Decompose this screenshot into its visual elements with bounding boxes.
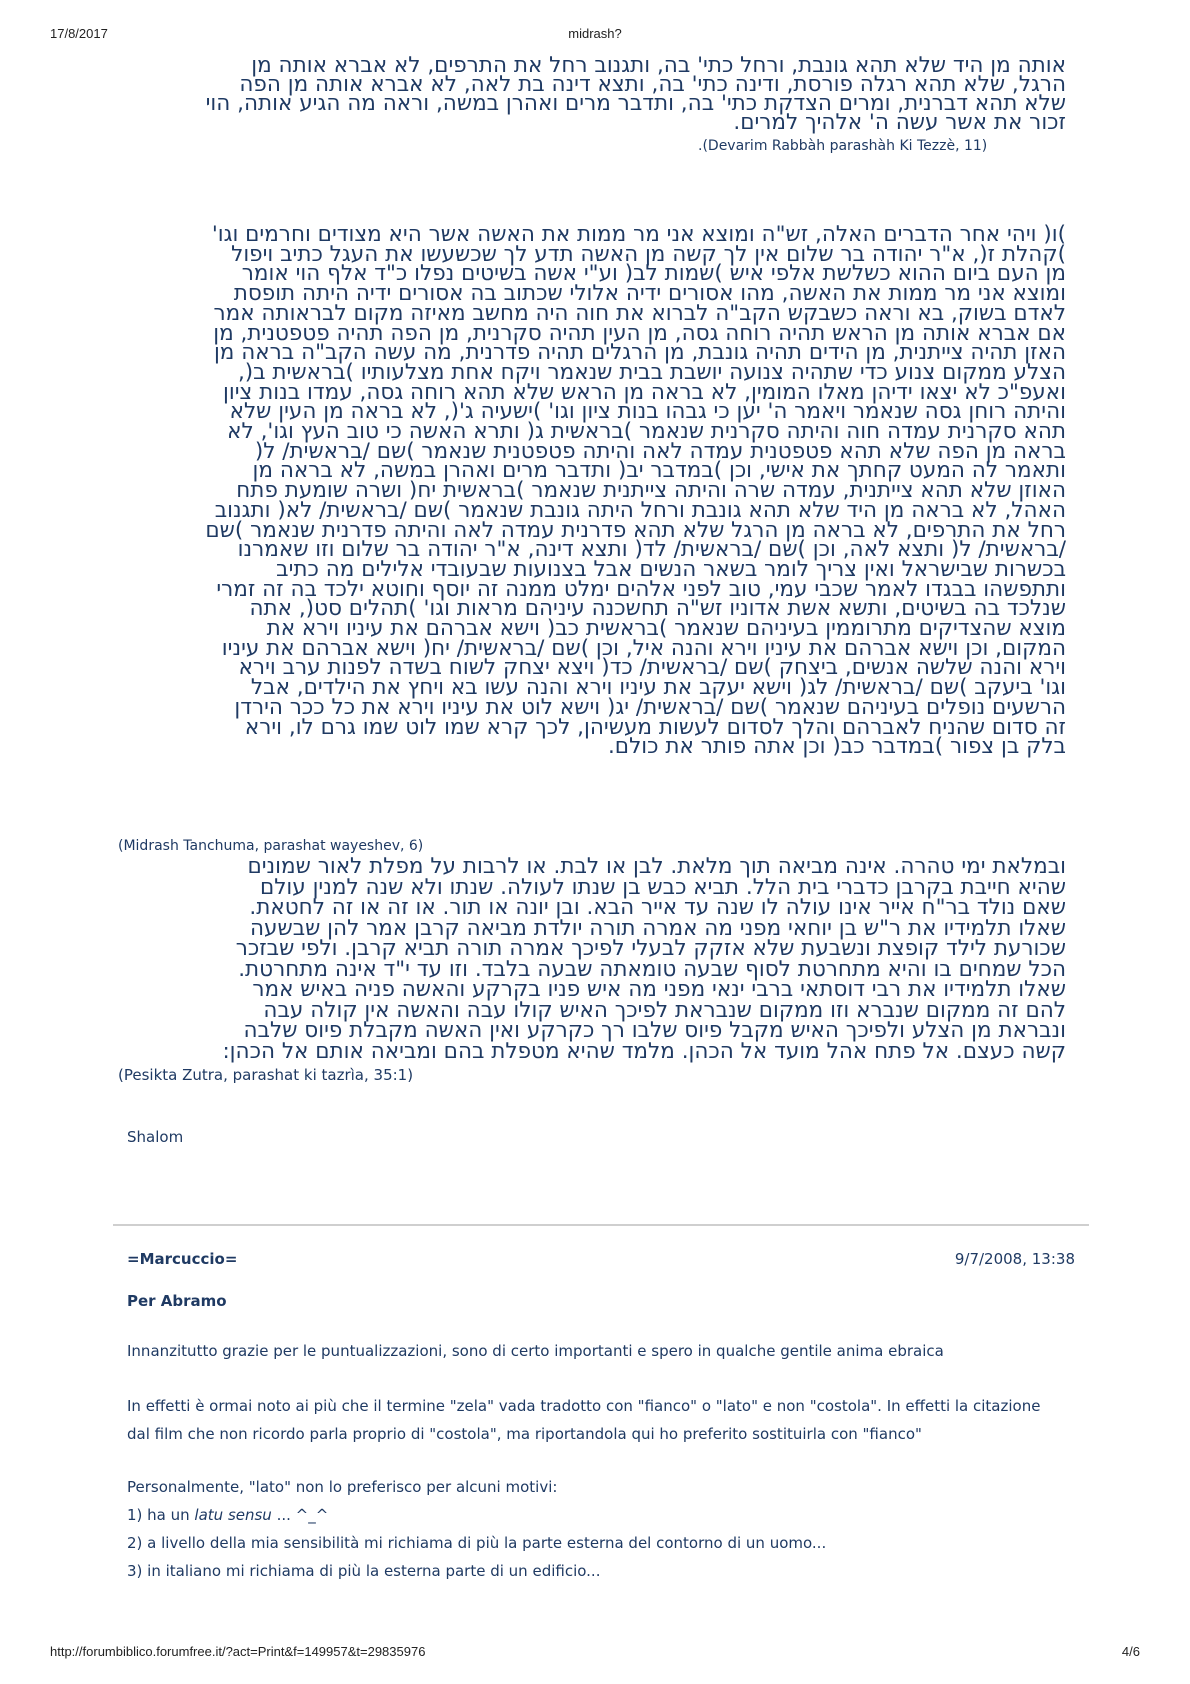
hebrew-line: בלק בן צפור )במדבר כב( וכן אתה פותר את כולם. <box>607 734 1066 760</box>
hebrew-line: הרשעים נופלים בעיניהם שנאמר )שם /בראשית/ יג( וישא לוט את עיניו וירא את כל ככר הירדן <box>234 694 1066 720</box>
hebrew-line: מוצא שהצדיקים מתרוממין בעיניהם שנאמר )בראשית כב( וישא אברהם את עיניו וירא את <box>266 616 1066 642</box>
post-paragraph: In effetti è ormai noto ai più che il termine "zela" vada tradotto con "fianco" o "lato" e non "costola". In effetti la citazione dal film che non ricordo parla proprio di "costola", ma riportandola qui ho preferito sostituirla con "fianco" <box>127 1397 1041 1443</box>
hebrew-line: /בראשית/ ל( ותצא לאה, וכן )שם /בראשית/ לד( ותצא דינה, א"ר יהודה בר שלום וזו שאמרנו <box>237 537 1066 563</box>
post-heading: Per Abramo <box>127 1292 227 1310</box>
hebrew-line: שאלו תלמידיו את ר"ש בן יוחאי מפני מה אמרה תורה יולדת מביאה קרבן אמר להן שבשעה <box>249 915 1066 941</box>
hebrew-line: זה סדום שהניח לאברהם והלך לסדום לעשות מעשיהן, לכך קרא שמו לוט שמו גרם לו, וירא <box>244 714 1066 740</box>
hebrew-line: בכשרות שבישראל ואין צריך לומר בשאר הנשים אבל בצנועות שבעובדי אלילים מה כתיב <box>276 556 1066 582</box>
passage-3-source: (Pesikta Zutra, parashat ki tazrìa, 35:1) <box>118 1066 414 1084</box>
hebrew-line: שהיא חייבת בקרבן כדברי בית הלל. תביא כבש בן שנתו לעולה. שנתו ולא שנה למנין עולם <box>259 874 1066 900</box>
hebrew-line: והיתה רוחן גסה שנאמר ויאמר ה' יען כי גבהו בנות ציון וגו' )ישעיה ג'(, לא בראה מן העין שלא <box>229 399 1066 425</box>
hebrew-line: אם אברא אותה מן הראש תהיה רוחה גסה, מן העין תהיה סקרנית, מן הפה תהיה פטפטנית, מן <box>213 320 1066 346</box>
page-footer-number: 4/6 <box>1121 1644 1140 1659</box>
signoff: Shalom <box>127 1128 184 1146</box>
post-author[interactable]: =Marcuccio= <box>127 1250 238 1268</box>
hebrew-line: שכורעת לילד קופצת ונשבעת שלא אזקק לבעלי לפיכך אמרה תורה תביא קרבן. ולפי שבזכר <box>235 936 1066 961</box>
hebrew-line: שלא תהא דברנית, ומרים הצדקת כתי' בה, ותדבר מרים ואהרן במשה, וראה מה הגיע אותה, הוי <box>205 91 1066 116</box>
hebrew-line: וירא והנה שלשה אנשים, ביצחק )שם /בראשית/ כד( ויצא יצחק לשוח בשדה לפנות ערב וירא <box>238 655 1066 681</box>
hebrew-line: האזן תהיה צייתנית, מן הידים תהיה גונבת, מן הרגלים תהיה פדרנית, מה עשה הקב"ה בראה מן <box>213 340 1066 366</box>
post-reason-3: 3) in italiano mi richiama di più la esterna parte di un edificio... <box>127 1562 601 1580</box>
hebrew-line: הכל שמחים בו והיא מתחרטת לסוף שבעה טומאתה שבעה בלבד. וזו עד י"ד אינה מתחרטת. <box>238 956 1066 982</box>
hebrew-line: האוזן שלא תהא צייתנית, עמדה שרה והיתה צייתנית שנאמר )בראשית יח( ושרה שומעת פתח <box>236 478 1066 504</box>
hebrew-line: ומוצא אני מר ממות את האשה, מהו אסורים ידיה אלולי שכתוב בה אסורים ידיה היתה תופסת <box>233 281 1066 307</box>
hebrew-line: האהל, לא בראה מן היד שלא תהא גונבת ורחל היתה גונבת שנאמר )שם /בראשית/ לא( ותגנוב <box>214 497 1066 523</box>
hebrew-line: תהא סקרנית עמדה חוה והיתה סקרנית שנאמר )בראשית ג( ותרא האשה כי טוב העץ וגו', לא <box>227 419 1066 445</box>
passage-2-source: (Midrash Tanchuma, parashat wayeshev, 6) <box>118 838 424 854</box>
post-reason-2: 2) a livello della mia sensibilità mi richiama di più la parte esterna del contorno di un uomo... <box>127 1534 827 1552</box>
post-divider <box>113 1224 1089 1226</box>
hebrew-line: ותאמר לה המעט קחתך את אישי, וכן )במדבר יב( ותדבר מרים ואהרן במשה, לא בראה מן <box>252 458 1066 484</box>
hebrew-line: לאדם בשוק, בא וראה כשבקש הקב"ה לברוא את חוה היה מחשב מאיזה מקום לבראותה אמר <box>213 300 1066 326</box>
reason-1-italic: latu sensu <box>194 1506 272 1524</box>
hebrew-line: אותה מן היד שלא תהא גונבת, ורחל כתי' בה, ותגנוב רחל את התרפים, לא אברא אותה מן <box>251 53 1066 78</box>
hebrew-line: הרגל, שלא תהא רגלה פורסת, ודינה כתי' בה, ותצא דינה בת לאה, לא אברא אותה מן הפה <box>239 72 1066 97</box>
hebrew-line: שאם נולד בר"ח אייר אינו עולה לו שנה עד אייר הבא. ובן יונה או תור. או זה או זה לחטאת. <box>249 895 1066 920</box>
hebrew-passage-3 <box>156 854 1066 1064</box>
hebrew-line: וגו' ביעקב )שם /בראשית/ לג( וישא יעקב את עיניו וירא והנה עשו בא ויחץ את הילדים, אבל <box>250 675 1066 701</box>
hebrew-line: רחל את התרפים, לא בראה מן הרגל שלא תהא פדרנית עמדה לאה והיתה פדרנית שנאמר )שם <box>205 517 1066 543</box>
passage-1-source: .(Devarim Rabbàh parashàh Ki Tezzè, 11) <box>698 138 988 154</box>
hebrew-line: ונבראת מן הצלע ולפיכך האיש מקבל פיוס שלבו רך כקרקע ואין האשה מקבלת פיוס שלבה <box>243 1018 1066 1043</box>
hebrew-line: שנלכד בה בשיטים, ותשא אשת אדוניו זש"ה תחשכנה עיניהם מראות וגו' )תהלים סט(, אתה <box>249 596 1066 622</box>
hebrew-line: להם זה ממקום שנברא וזו ממקום שנבראת לפיכך האיש קולו עבה והאשה אין קולה עבה <box>263 997 1066 1023</box>
reason-1-prefix: 1) ha un <box>127 1506 195 1524</box>
hebrew-passage-1 <box>164 53 1066 135</box>
hebrew-line: זכור את אשר עשה ה' אלהיך למרים. <box>733 110 1066 135</box>
hebrew-line: ובמלאת ימי טהרה. אינה מביאה תוך מלאת. לבן או לבת. או לרבות על מפלת לאור שמונים <box>247 854 1066 879</box>
post-intro: Innanzitutto grazie per le puntualizzazioni, sono di certo importanti e spero in qualche gentile anima ebraica <box>127 1342 944 1360</box>
page-footer-url: http://forumbiblico.forumfree.it/?act=Print&f=149957&t=29835976 <box>50 1644 426 1659</box>
hebrew-line: ותתפשהו בבגדו לאמר שכבי עמי, טוב לפני אלהים ימלט ממנה זה יוסף וחוטא ילכד בה זה זמרי <box>216 576 1066 602</box>
post-datetime: 9/7/2008, 13:38 <box>954 1250 1075 1268</box>
hebrew-passage-2 <box>156 222 1066 760</box>
page-header-title: midrash? <box>568 26 622 41</box>
hebrew-line: שאלו תלמידיו את רבי דוסתאי ברבי ינאי מפני מה איש פניו בקרקע והאשה פניה באיש אמר <box>252 977 1066 1002</box>
hebrew-line: מן העם ביום ההוא כשלשת אלפי איש )שמות לב( וע"י אשה בשיטים נפלו כ"ד אלף הוי אומר <box>241 261 1066 287</box>
post-personal: Personalmente, "lato" non lo preferisco per alcuni motivi: <box>127 1478 558 1496</box>
hebrew-line: )קהלת ז(, א"ר יהודה בר שלום אין לך קשה מן האשה תדע לך שכשעשו את העגל כתיב ויפול <box>231 241 1066 267</box>
reason-1-suffix: ... ^_^ <box>271 1506 329 1524</box>
hebrew-line: ואעפ"כ לא יצאו ידיהן מאלו המומין, לא בראה מן הראש שלא תהא רוחה גסה, עמדו בנות ציון <box>223 379 1066 405</box>
hebrew-line: קשה כעצם. אל פתח אהל מועד אל הכהן. מלמד שהיא מטפלת בהם ומביאה אותם אל הכהן: <box>222 1038 1066 1064</box>
hebrew-line: המקום, וכן וישא אברהם את עיניו וירא והנה איל, וכן )שם /בראשית/ יח( וישא אברהם את עיניו <box>221 635 1066 661</box>
hebrew-line: הצלע ממקום צנוע כדי שתהיה צנועה יושבת בבית שנאמר ויקח אחת מצלעותיו )בראשית ב(, <box>237 359 1066 385</box>
hebrew-line: )ו( ויהי אחר הדברים האלה, זש"ה ומוצא אני מר ממות את האשה אשר היא מצודים וחרמים וגו' <box>211 222 1066 247</box>
page-header-date: 17/8/2017 <box>50 26 108 41</box>
post-reason-1 <box>127 1506 328 1524</box>
hebrew-line: בראה מן הפה שלא תהא פטפטנית עמדה לאה והיתה פטפטנית שנאמר )שם /בראשית/ ל( <box>254 438 1066 464</box>
